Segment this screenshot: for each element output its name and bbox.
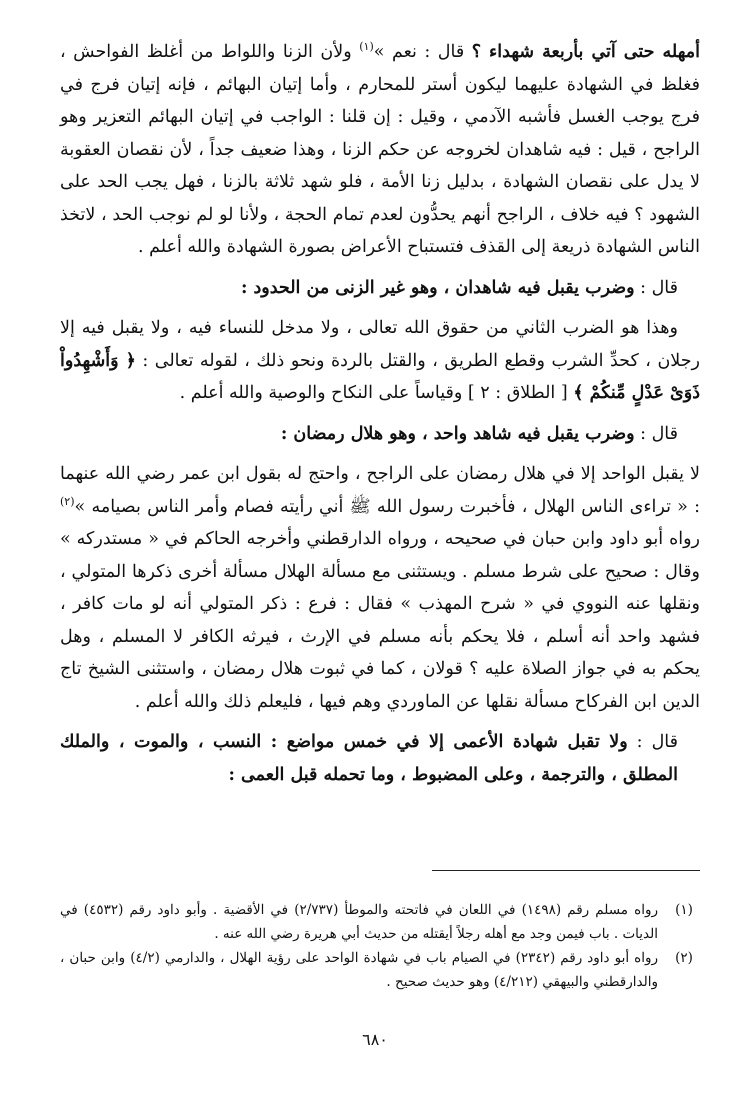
page-number: ٦٨٠ bbox=[362, 1030, 388, 1049]
footnote-1-text: رواه مسلم رقم (١٤٩٨) في اللعان في فاتحته والموطأ (٢/٧٣٧) في الأقضية . وأبو داود رقم (٤٥٣٢) في الديات . باب فيمن وجد مع أهله رجلاً أيقتله من حديث أبي هريرة رضي الله عنه . bbox=[60, 902, 658, 942]
footnote-2-number: (٢) bbox=[675, 950, 693, 966]
footnote-ref-2[interactable]: (٢) bbox=[60, 494, 75, 508]
footnote-2 bbox=[60, 946, 700, 994]
section-heading-3 bbox=[60, 726, 700, 791]
footnote-ref-1[interactable]: (١) bbox=[359, 40, 374, 54]
section-heading-2 bbox=[60, 418, 700, 451]
section-heading-1 bbox=[60, 272, 700, 305]
heading-3-text: ولا تقبل شهادة الأعمى إلا في خمس مواضع : النسب ، والموت ، والملك المطلق ، والترجمة ، وعلى المضبوط ، وما تحمله قبل العمى : bbox=[60, 732, 678, 785]
paragraph-3-text-b: رواه أبو داود وابن حبان في صحيحه ، ورواه الدارقطني وأخرجه الحاكم في « مستدركه » وقال : صحيح على شرط مسلم . ويستثنى مع مسألة الهلال مسألة أخرى ذكرها المتولي ، ونقلها عنه النووي في « شرح المهذب » فقال : فرع : ذكر المتولي أنه لو مات كافر ، فشهد واحد أنه أسلم ، فلا يحكم بأنه مسلم في الإرث ، فيرثه الكافر لا المسلم ، وهل يحكم به في جواز الصلاة عليه ؟ قولان ، كما في ثبوت هلال رمضان ، واستثنى الشيخ تاج الدين ابن الفركاح مسألة نقلها عن الماوردي وهم فيها ، فليعلم ذلك والله أعلم . bbox=[60, 529, 700, 712]
paragraph-3 bbox=[60, 458, 700, 718]
footnote-1 bbox=[60, 898, 700, 946]
footnote-2-text: رواه أبو داود رقم (٢٣٤٢) في الصيام باب في شهادة الواحد على رؤية الهلال ، والدارمي (٤/٢) وابن حبان ، والدارقطني والبيهقي (٤/٢١٢) وهو حديث صحيح . bbox=[60, 950, 658, 990]
paragraph-2 bbox=[60, 312, 700, 410]
paragraph-1 bbox=[60, 36, 700, 264]
paragraph-1-bold-lead: أمهله حتى آتي بأربعة شهداء ؟ bbox=[471, 42, 700, 62]
heading-1-text: وضرب يقبل فيه شاهدان ، وهو غير الزنى من الحدود : bbox=[240, 277, 635, 298]
heading-3-prefix: قال : bbox=[627, 732, 678, 752]
paragraph-1-text-b: ولأن الزنا واللواط من أغلظ الفواحش ، فغلظ في الشهادة عليهما ليكون أستر للمحارم ، وأما إتيان البهائم ، فإنه إتيان فرج في فرج يوجب الغسل فأشبه الآدمي ، وقيل : إن قلنا : الواجب في إتيان البهائم التعزير وهو الراجح ، قيل : فيه شاهدان لخروجه عن حكم الزنا ، وهذا ضعيف جداً ، لأن نقصان العقوبة لا يدل على نقصان الشهادة ، بدليل زنا الأمة ، فلو شهد ثلاثة بالزنا ، فهل يجب الحد على الشهود ؟ فيه خلاف ، الراجح أنهم يحدُّون لعدم تمام الحجة ، ولأنا لو لم نوجب الحد ، لاتخذ الناس الشهادة ذريعة إلى القذف فتستباح الأعراض بصورة الشهادة والله أعلم . bbox=[60, 42, 700, 257]
footnotes bbox=[60, 898, 700, 994]
paragraph-2-text-after: [ الطلاق : ٢ ] وقياساً على النكاح والوصية والله أعلم . bbox=[179, 383, 574, 403]
page-content bbox=[60, 36, 700, 791]
footnote-separator bbox=[432, 870, 700, 871]
heading-2-prefix: قال : bbox=[634, 423, 678, 444]
paragraph-2-text: وهذا هو الضرب الثاني من حقوق الله تعالى ، ولا مدخل للنساء فيه ، ولا يقبل فيه إلا رجلان ، كحدِّ الشرب وقطع الطريق ، والقتل بالردة ونحو ذلك ، لقوله تعالى : bbox=[60, 318, 701, 371]
footnote-1-number: (١) bbox=[675, 902, 693, 918]
heading-1-prefix: قال : bbox=[634, 277, 678, 298]
paragraph-1-text-a: قال : نعم » bbox=[373, 42, 472, 62]
paragraph-3-text-a: لا يقبل الواحد إلا في هلال رمضان على الراجح ، واحتج له بقول ابن عمر رضي الله عنهما : « تراءى الناس الهلال ، فأخبرت رسول الله ﷺ أني رأيته فصام وأمر الناس بصيامه » bbox=[60, 464, 700, 517]
quran-verse: ﴿ وَأَشْهِدُواْ ذَوَىْ عَدْلٍ مِّنكُمْ ﴾ bbox=[60, 350, 700, 403]
heading-2-text: وضرب يقبل فيه شاهد واحد ، وهو هلال رمضان : bbox=[280, 423, 635, 444]
